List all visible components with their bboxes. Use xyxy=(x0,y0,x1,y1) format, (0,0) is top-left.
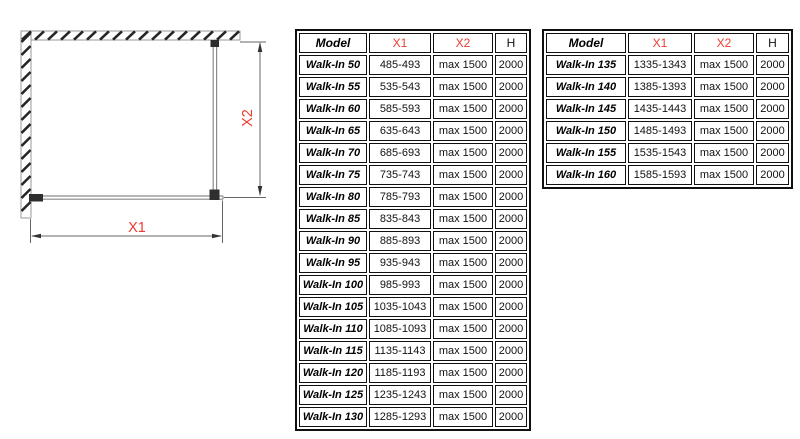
value-cell: max 1500 xyxy=(433,77,493,97)
value-cell: max 1500 xyxy=(433,165,493,185)
header-h: H xyxy=(495,33,527,53)
model-cell: Walk-In 60 xyxy=(299,99,367,119)
spec-table-walkin-50-130 xyxy=(295,29,531,431)
value-cell: 485-493 xyxy=(369,55,431,75)
glass-panel xyxy=(31,196,223,199)
wall-bracket xyxy=(29,194,43,202)
table-row xyxy=(299,341,527,361)
brace-top-bracket xyxy=(211,40,220,47)
table-row xyxy=(299,99,527,119)
value-cell: max 1500 xyxy=(433,99,493,119)
table-row xyxy=(299,187,527,207)
value-cell: max 1500 xyxy=(694,77,754,97)
table-row xyxy=(299,319,527,339)
table-row xyxy=(299,77,527,97)
value-cell: 2000 xyxy=(495,99,527,119)
value-cell: 2000 xyxy=(495,297,527,317)
value-cell: 685-693 xyxy=(369,143,431,163)
model-cell: Walk-In 75 xyxy=(299,165,367,185)
value-cell: 1085-1093 xyxy=(369,319,431,339)
model-cell: Walk-In 135 xyxy=(546,55,626,75)
value-cell: 785-793 xyxy=(369,187,431,207)
table-row xyxy=(299,231,527,251)
spec-table-1 xyxy=(295,29,531,431)
spec-table-walkin-135-160 xyxy=(542,29,793,189)
value-cell: 2000 xyxy=(495,121,527,141)
value-cell: 735-743 xyxy=(369,165,431,185)
value-cell: max 1500 xyxy=(433,187,493,207)
model-cell: Walk-In 145 xyxy=(546,99,626,119)
value-cell: 2000 xyxy=(756,165,789,185)
value-cell: 1535-1543 xyxy=(628,143,692,163)
model-cell: Walk-In 155 xyxy=(546,143,626,163)
model-cell: Walk-In 125 xyxy=(299,385,367,405)
value-cell: 635-643 xyxy=(369,121,431,141)
value-cell: 1135-1143 xyxy=(369,341,431,361)
value-cell: 1335-1343 xyxy=(628,55,692,75)
value-cell: 2000 xyxy=(495,143,527,163)
value-cell: 2000 xyxy=(756,121,789,141)
value-cell: 2000 xyxy=(495,385,527,405)
value-cell: 2000 xyxy=(495,341,527,361)
dimension-x2 xyxy=(224,42,266,198)
header-x1: X1 xyxy=(369,33,431,53)
table-row xyxy=(546,77,789,97)
header-x2: X2 xyxy=(433,33,493,53)
value-cell: 2000 xyxy=(495,319,527,339)
table-row xyxy=(546,121,789,141)
value-cell: max 1500 xyxy=(433,341,493,361)
model-cell: Walk-In 150 xyxy=(546,121,626,141)
header-x1: X1 xyxy=(628,33,692,53)
arrow-down-icon xyxy=(258,186,263,196)
value-cell: max 1500 xyxy=(433,407,493,427)
value-cell: 2000 xyxy=(495,55,527,75)
table-row xyxy=(299,385,527,405)
model-cell: Walk-In 85 xyxy=(299,209,367,229)
table-row xyxy=(299,363,527,383)
model-cell: Walk-In 80 xyxy=(299,187,367,207)
value-cell: max 1500 xyxy=(694,121,754,141)
arrow-left-icon xyxy=(31,234,41,239)
value-cell: 585-593 xyxy=(369,99,431,119)
value-cell: max 1500 xyxy=(694,99,754,119)
model-cell: Walk-In 70 xyxy=(299,143,367,163)
value-cell: 2000 xyxy=(756,143,789,163)
value-cell: 2000 xyxy=(495,253,527,273)
table-row xyxy=(299,275,527,295)
value-cell: max 1500 xyxy=(433,231,493,251)
value-cell: 985-993 xyxy=(369,275,431,295)
value-cell: 1485-1493 xyxy=(628,121,692,141)
header-row xyxy=(299,33,527,53)
value-cell: 2000 xyxy=(495,363,527,383)
arrow-up-icon xyxy=(258,42,263,52)
model-cell: Walk-In 140 xyxy=(546,77,626,97)
value-cell: max 1500 xyxy=(433,275,493,295)
model-cell: Walk-In 120 xyxy=(299,363,367,383)
table-row xyxy=(299,209,527,229)
walkin-plan-drawing xyxy=(0,0,295,260)
table-row xyxy=(299,121,527,141)
value-cell: 2000 xyxy=(495,187,527,207)
value-cell: max 1500 xyxy=(433,55,493,75)
value-cell: max 1500 xyxy=(433,121,493,141)
model-cell: Walk-In 50 xyxy=(299,55,367,75)
header-x2: X2 xyxy=(694,33,754,53)
table-row xyxy=(299,165,527,185)
value-cell: max 1500 xyxy=(433,319,493,339)
header-model: Model xyxy=(546,33,626,53)
support-brace xyxy=(213,40,216,196)
model-cell: Walk-In 110 xyxy=(299,319,367,339)
value-cell: 2000 xyxy=(756,77,789,97)
value-cell: 2000 xyxy=(495,407,527,427)
value-cell: 2000 xyxy=(495,275,527,295)
header-h: H xyxy=(756,33,789,53)
table-row xyxy=(546,99,789,119)
model-cell: Walk-In 55 xyxy=(299,77,367,97)
model-cell: Walk-In 115 xyxy=(299,341,367,361)
value-cell: 835-843 xyxy=(369,209,431,229)
model-cell: Walk-In 100 xyxy=(299,275,367,295)
value-cell: 2000 xyxy=(756,99,789,119)
value-cell: max 1500 xyxy=(433,143,493,163)
model-cell: Walk-In 105 xyxy=(299,297,367,317)
model-cell: Walk-In 90 xyxy=(299,231,367,251)
model-cell: Walk-In 160 xyxy=(546,165,626,185)
header-model: Model xyxy=(299,33,367,53)
value-cell: max 1500 xyxy=(433,297,493,317)
value-cell: 1435-1443 xyxy=(628,99,692,119)
value-cell: max 1500 xyxy=(694,165,754,185)
brace-bottom-bracket xyxy=(210,190,220,201)
spec-table-2 xyxy=(542,29,793,189)
value-cell: 1235-1243 xyxy=(369,385,431,405)
value-cell: 2000 xyxy=(495,231,527,251)
value-cell: 535-543 xyxy=(369,77,431,97)
arrow-right-icon xyxy=(212,234,222,239)
value-cell: 1285-1293 xyxy=(369,407,431,427)
table-row xyxy=(546,55,789,75)
x2-dimension-label: X2 xyxy=(240,109,256,127)
value-cell: max 1500 xyxy=(694,55,754,75)
value-cell: 2000 xyxy=(495,165,527,185)
value-cell: 1585-1593 xyxy=(628,165,692,185)
table-row xyxy=(546,143,789,163)
table-row xyxy=(299,297,527,317)
table-row xyxy=(546,165,789,185)
value-cell: max 1500 xyxy=(433,209,493,229)
value-cell: 1385-1393 xyxy=(628,77,692,97)
value-cell: max 1500 xyxy=(433,253,493,273)
value-cell: 885-893 xyxy=(369,231,431,251)
value-cell: max 1500 xyxy=(694,143,754,163)
value-cell: max 1500 xyxy=(433,363,493,383)
x1-dimension-label: X1 xyxy=(128,220,146,236)
header-row xyxy=(546,33,789,53)
model-cell: Walk-In 65 xyxy=(299,121,367,141)
value-cell: 1035-1043 xyxy=(369,297,431,317)
value-cell: 2000 xyxy=(756,55,789,75)
table-row xyxy=(299,253,527,273)
table-row xyxy=(299,143,527,163)
value-cell: 935-943 xyxy=(369,253,431,273)
model-cell: Walk-In 95 xyxy=(299,253,367,273)
value-cell: max 1500 xyxy=(433,385,493,405)
model-cell: Walk-In 130 xyxy=(299,407,367,427)
table-row xyxy=(299,407,527,427)
value-cell: 1185-1193 xyxy=(369,363,431,383)
table-row xyxy=(299,55,527,75)
value-cell: 2000 xyxy=(495,77,527,97)
value-cell: 2000 xyxy=(495,209,527,229)
dimension-x1 xyxy=(31,201,223,244)
